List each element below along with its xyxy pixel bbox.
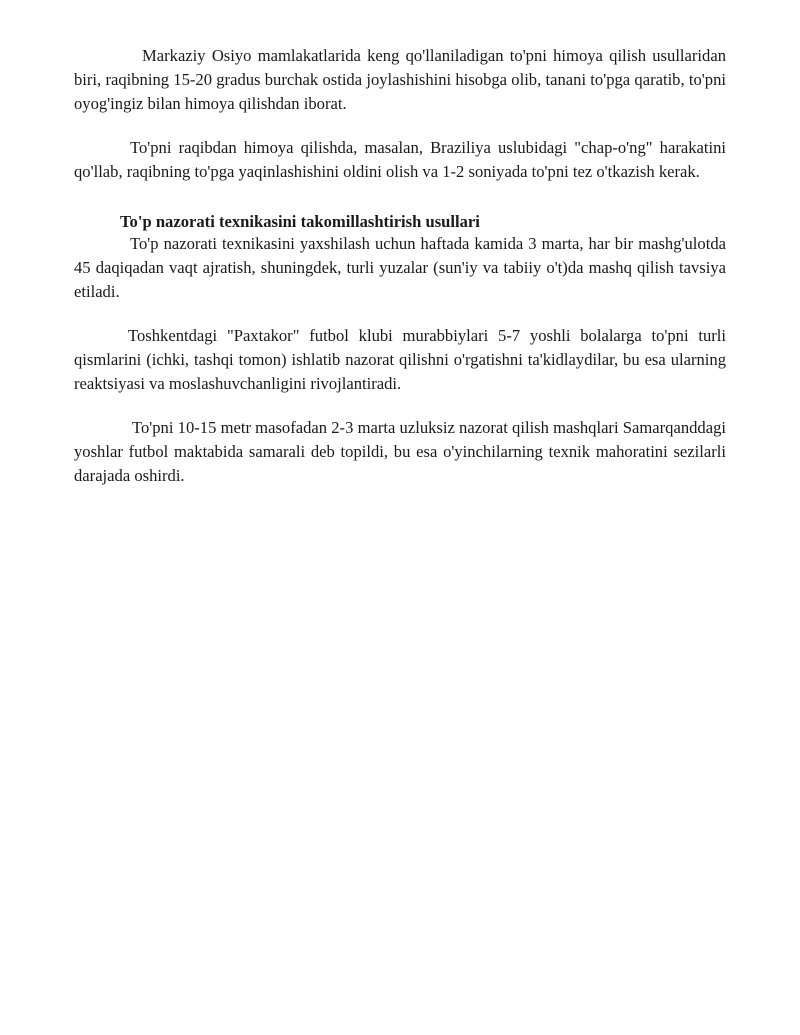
paragraph-samarkand-school: To'pni 10-15 metr masofadan 2-3 marta uzluksiz nazorat qilish mashqlari Samarqanddagi yoshlar futbol maktabida samarali deb topildi, bu esa o'yinchilarning texnik mahoratini sezilarli darajada oshirdi. — [74, 418, 726, 485]
document-page — [74, 44, 726, 508]
paragraph-ball-shielding-central-asia: Markaziy Osiyo mamlakatlarida keng qo'llaniladigan to'pni himoya qilish usullaridan biri, raqibning 15-20 gradus burchak ostida joylashishini hisobga olib, tanani to'pga qaratib, to'pni oyog'ingiz bilan himoya qilishdan iborat. — [74, 46, 726, 113]
section-heading: To'p nazorati texnikasini takomillashtirish usullari — [120, 212, 480, 231]
paragraph-brazilian-move: To'pni raqibdan himoya qilishda, masalan, Braziliya uslubidagi "chap-o'ng" harakatini qo'llab, raqibning to'pga yaqinlashishini oldini olish va 1-2 soniyada to'pni tez o'tkazish kerak. — [74, 138, 726, 181]
paragraph-training-frequency: To'p nazorati texnikasini yaxshilash uchun haftada kamida 3 marta, har bir mashg'ulotda 45 daqiqadan vaqt ajratish, shuningdek, turli yuzalar (sun'iy va tabiiy o't)da mashq qilish tavsiya etiladi. — [74, 234, 726, 301]
paragraph-paxtakor-coaches: Toshkentdagi "Paxtakor" futbol klubi murabbiylari 5-7 yoshli bolalarga to'pni turli qismlarini (ichki, tashqi tomon) ishlatib nazorat qilishni o'rgatishni ta'kidlaydilar, bu esa ularning reaktsiyasi va moslashuvchanligini rivojlantiradi. — [74, 326, 726, 393]
